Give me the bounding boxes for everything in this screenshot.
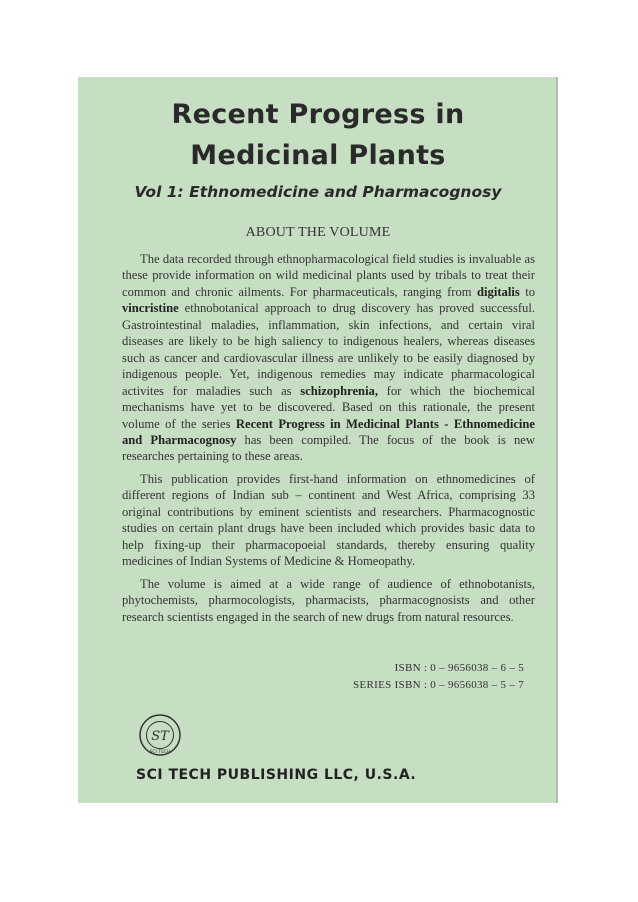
isbn: ISBN : 0 – 9656038 – 6 – 5 bbox=[394, 662, 524, 674]
volume-subtitle: Vol 1: Ethnomedicine and Pharmacognosy bbox=[134, 183, 502, 201]
title-line-1: Recent Progress in bbox=[171, 99, 465, 130]
isbn-block bbox=[353, 660, 524, 694]
title-line-2: Medicinal Plants bbox=[190, 140, 446, 171]
description-body bbox=[122, 251, 535, 631]
logo-ring-text: SCI TECH bbox=[149, 750, 171, 755]
publisher-logo-icon bbox=[138, 713, 182, 757]
paragraph-2: This publication provides first-hand information on ethnomedicines of different regions of Indian sub – continent and West Africa, comprising 33 original contributions by eminent scientists and researchers. Pharmacognostic studies on certain plant drugs have been included which provides basic data to help fixing-up their pharmacopoeial standards, thereby ensuring quality medicines of Indian Systems of Medicine & Homeopathy. bbox=[122, 471, 535, 569]
book-back-cover bbox=[78, 77, 558, 803]
paragraph-3: The volume is aimed at a wide range of audience of ethnobotanists, phytochemists, pharmocologists, pharmacists, pharmacognosists and other research scientists engaged in the search of new drugs from natural resources. bbox=[122, 576, 535, 624]
about-heading: ABOUT THE VOLUME bbox=[245, 225, 391, 240]
publisher-name: SCI TECH PUBLISHING LLC, U.S.A. bbox=[136, 767, 417, 783]
logo-letters: ST bbox=[151, 729, 169, 744]
series-isbn: SERIES ISBN : 0 – 9656038 – 5 – 7 bbox=[353, 679, 524, 691]
paragraph-1: The data recorded through ethnopharmacological field studies is invaluable as these provide information on wild medicinal plants used by tribals to treat their common and chronic ailments. For pharmaceuticals, ranging from digitalis to vincristine ethnobotanical approach to drug discovery has proved successful. Gastrointestinal maladies, inflammation, skin infections, and certain viral diseases are likely to be high saliency to indigenous healers, whereas diseases such as cancer and cardiovascular illness are unlikely to be easily diagnosed by indigenous people. Yet, indigenous remedies may indicate pharmacological activites for maladies such as schizophrenia, for which the biochemical mechanisms have yet to be discovered. Based on this rationale, the present volume of the series Recent Progress in Medicinal Plants - Ethnomedicine and Pharmacognosy has been compiled. The focus of the book is new researches pertaining to these areas. bbox=[122, 252, 536, 464]
